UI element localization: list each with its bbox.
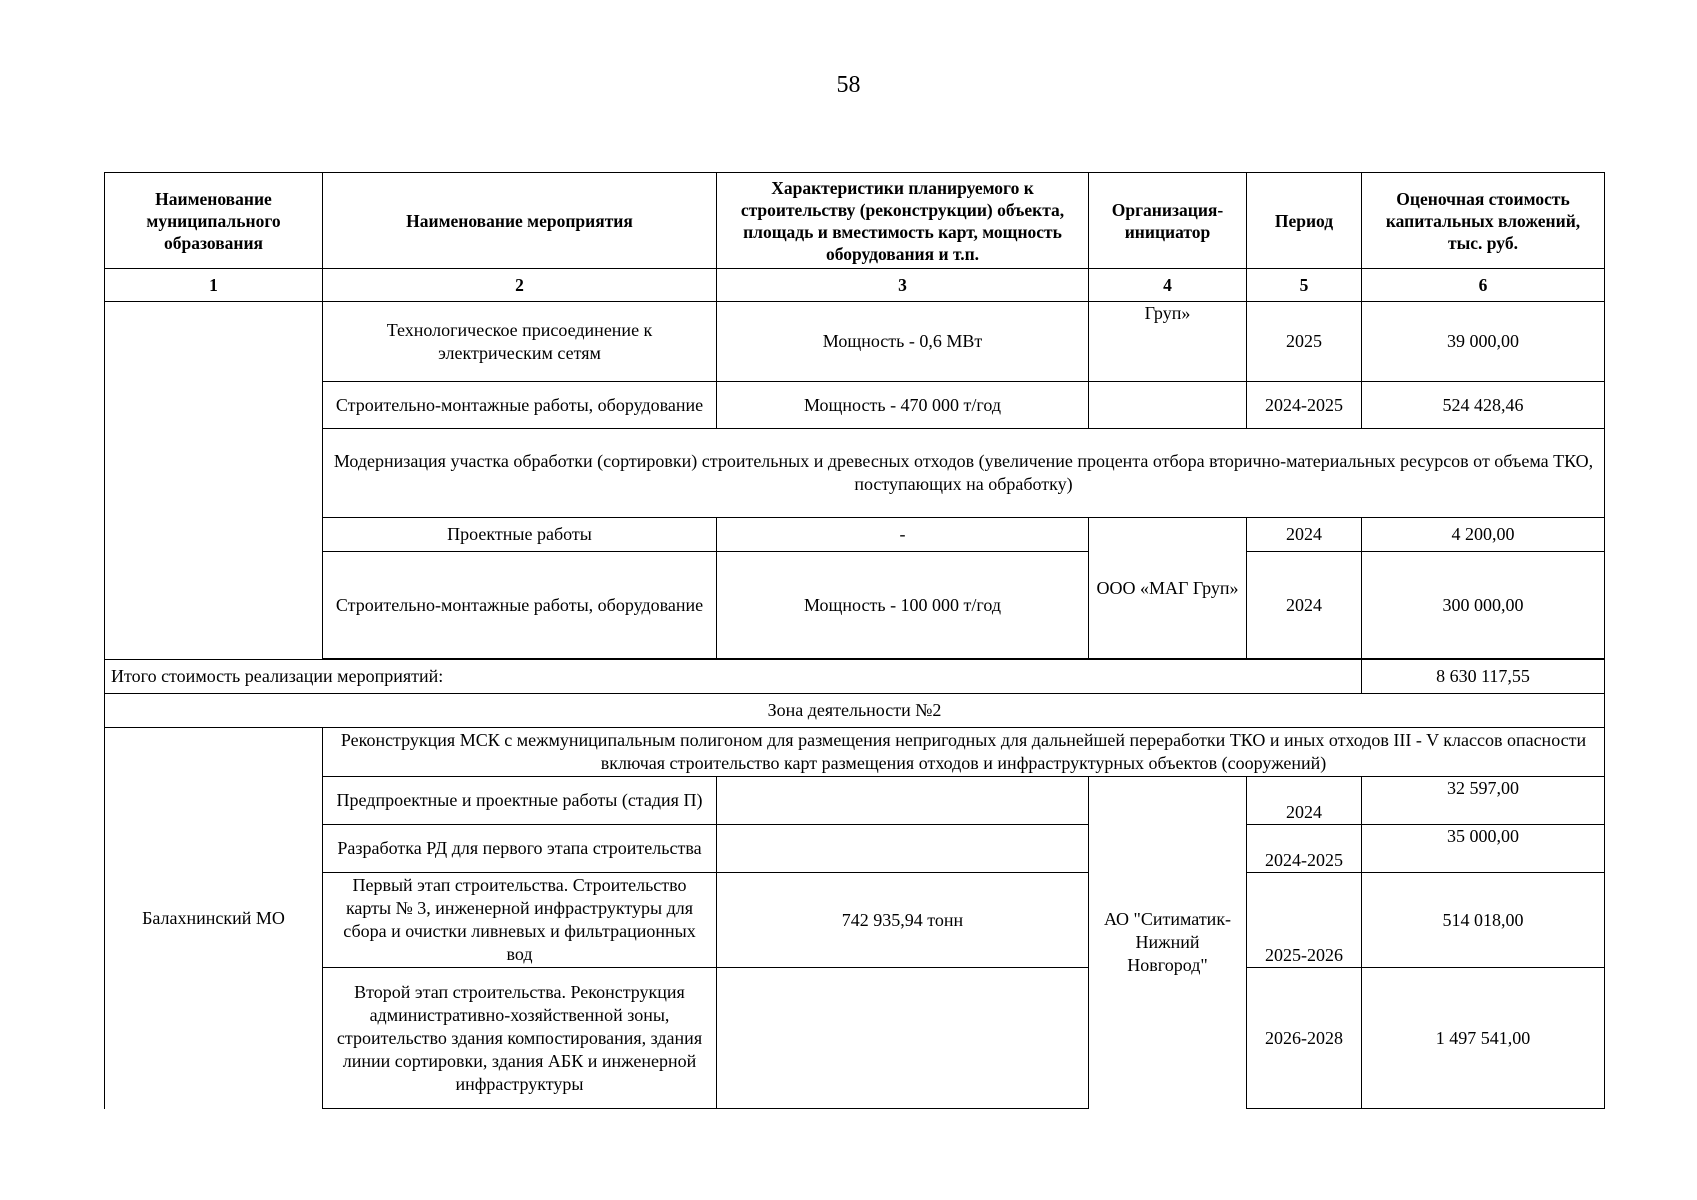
organization-cell: Груп» — [1089, 302, 1247, 382]
municipality-cell-empty — [105, 302, 323, 660]
table-row — [105, 552, 1605, 659]
table-row — [105, 382, 1605, 429]
organization-cell: АО "Ситиматик-Нижний Новгород" — [1089, 777, 1247, 1109]
cost-cell: 39 000,00 — [1362, 302, 1605, 382]
header-cost: Оценочная стоимость капитальных вложений, тыс. руб. — [1362, 173, 1605, 269]
characteristics-cell: Мощность - 100 000 т/год — [717, 552, 1089, 659]
characteristics-cell: Мощность - 470 000 т/год — [717, 382, 1089, 429]
cost-cell: 4 200,00 — [1362, 518, 1605, 552]
section-title-row — [105, 728, 1605, 777]
characteristics-cell: 742 935,94 тонн — [717, 873, 1089, 968]
column-number: 3 — [717, 269, 1089, 302]
header-event: Наименование мероприятия — [323, 173, 717, 269]
event-cell: Разработка РД для первого этапа строительства — [323, 825, 717, 873]
table-row — [105, 777, 1605, 825]
characteristics-cell-empty — [717, 968, 1089, 1109]
period-cell: 2025 — [1247, 302, 1362, 382]
event-cell: Первый этап строительства. Строительство карты № 3, инженерной инфраструктуры для сбора и очистки ливневых и фильтрационных вод — [323, 873, 717, 968]
column-number: 4 — [1089, 269, 1247, 302]
event-cell: Проектные работы — [323, 518, 717, 552]
header-row — [105, 173, 1605, 269]
period-cell: 2024 — [1247, 552, 1362, 659]
page-number: 58 — [836, 72, 861, 98]
column-number: 5 — [1247, 269, 1362, 302]
header-municipality: Наименование муниципального образования — [105, 173, 323, 269]
table-row — [105, 968, 1605, 1109]
organization-cell — [1089, 382, 1247, 429]
zone-title: Зона деятельности №2 — [105, 694, 1605, 728]
column-number: 6 — [1362, 269, 1605, 302]
table-row — [105, 825, 1605, 873]
section-title: Модернизация участка обработки (сортировки) строительных и древесных отходов (увеличение процента отбора вторично-материальных ресурсов от объема ТКО, поступающих на обработку) — [323, 429, 1605, 518]
period-cell: 2026-2028 — [1247, 968, 1362, 1109]
capital-investment-table — [104, 172, 1605, 1109]
characteristics-cell: Мощность - 0,6 МВт — [717, 302, 1089, 382]
organization-cell: ООО «МАГ Груп» — [1089, 518, 1247, 659]
column-number: 1 — [105, 269, 323, 302]
event-cell: Технологическое присоединение к электрическим сетям — [323, 302, 717, 382]
column-number-row — [105, 269, 1605, 302]
section-title-row — [105, 429, 1605, 518]
zone-title-row — [105, 694, 1605, 728]
period-cell: 2024 — [1247, 518, 1362, 552]
event-cell: Предпроектные и проектные работы (стадия П) — [323, 777, 717, 825]
period-cell: 2025-2026 — [1247, 873, 1362, 968]
cost-cell: 35 000,00 — [1362, 825, 1605, 873]
table-row — [105, 302, 1605, 382]
municipality-cell: Балахнинский МО — [105, 728, 323, 1109]
period-cell: 2024 — [1247, 777, 1362, 825]
event-cell: Строительно-монтажные работы, оборудование — [323, 382, 717, 429]
header-characteristics: Характеристики планируемого к строительству (реконструкции) объекта, площадь и вместимость карт, мощность оборудования и т.п. — [717, 173, 1089, 269]
period-cell: 2024-2025 — [1247, 825, 1362, 873]
cost-cell: 32 597,00 — [1362, 777, 1605, 825]
event-cell: Второй этап строительства. Реконструкция административно-хозяйственной зоны, строительство здания компостирования, здания линии сортировки, здания АБК и инженерной инфраструктуры — [323, 968, 717, 1109]
total-value: 8 630 117,55 — [1362, 660, 1605, 694]
event-cell: Строительно-монтажные работы, оборудование — [323, 552, 717, 659]
total-row — [105, 660, 1605, 694]
column-number: 2 — [323, 269, 717, 302]
characteristics-cell: - — [717, 518, 1089, 552]
characteristics-cell-empty — [717, 777, 1089, 825]
period-cell: 2024-2025 — [1247, 382, 1362, 429]
table-row — [105, 873, 1605, 968]
header-period: Период — [1247, 173, 1362, 269]
cost-cell: 1 497 541,00 — [1362, 968, 1605, 1109]
total-label: Итого стоимость реализации мероприятий: — [105, 660, 1362, 694]
table-row — [105, 518, 1605, 552]
header-organization: Организация-инициатор — [1089, 173, 1247, 269]
cost-cell: 524 428,46 — [1362, 382, 1605, 429]
cost-cell: 514 018,00 — [1362, 873, 1605, 968]
cost-cell: 300 000,00 — [1362, 552, 1605, 659]
characteristics-cell-empty — [717, 825, 1089, 873]
section-title: Реконструкция МСК с межмуниципальным полигоном для размещения непригодных для дальнейшей переработки ТКО и иных отходов III - V классов опасности включая строительство карт размещения отходов и инфраструктурных объектов (сооружений) — [323, 728, 1605, 777]
